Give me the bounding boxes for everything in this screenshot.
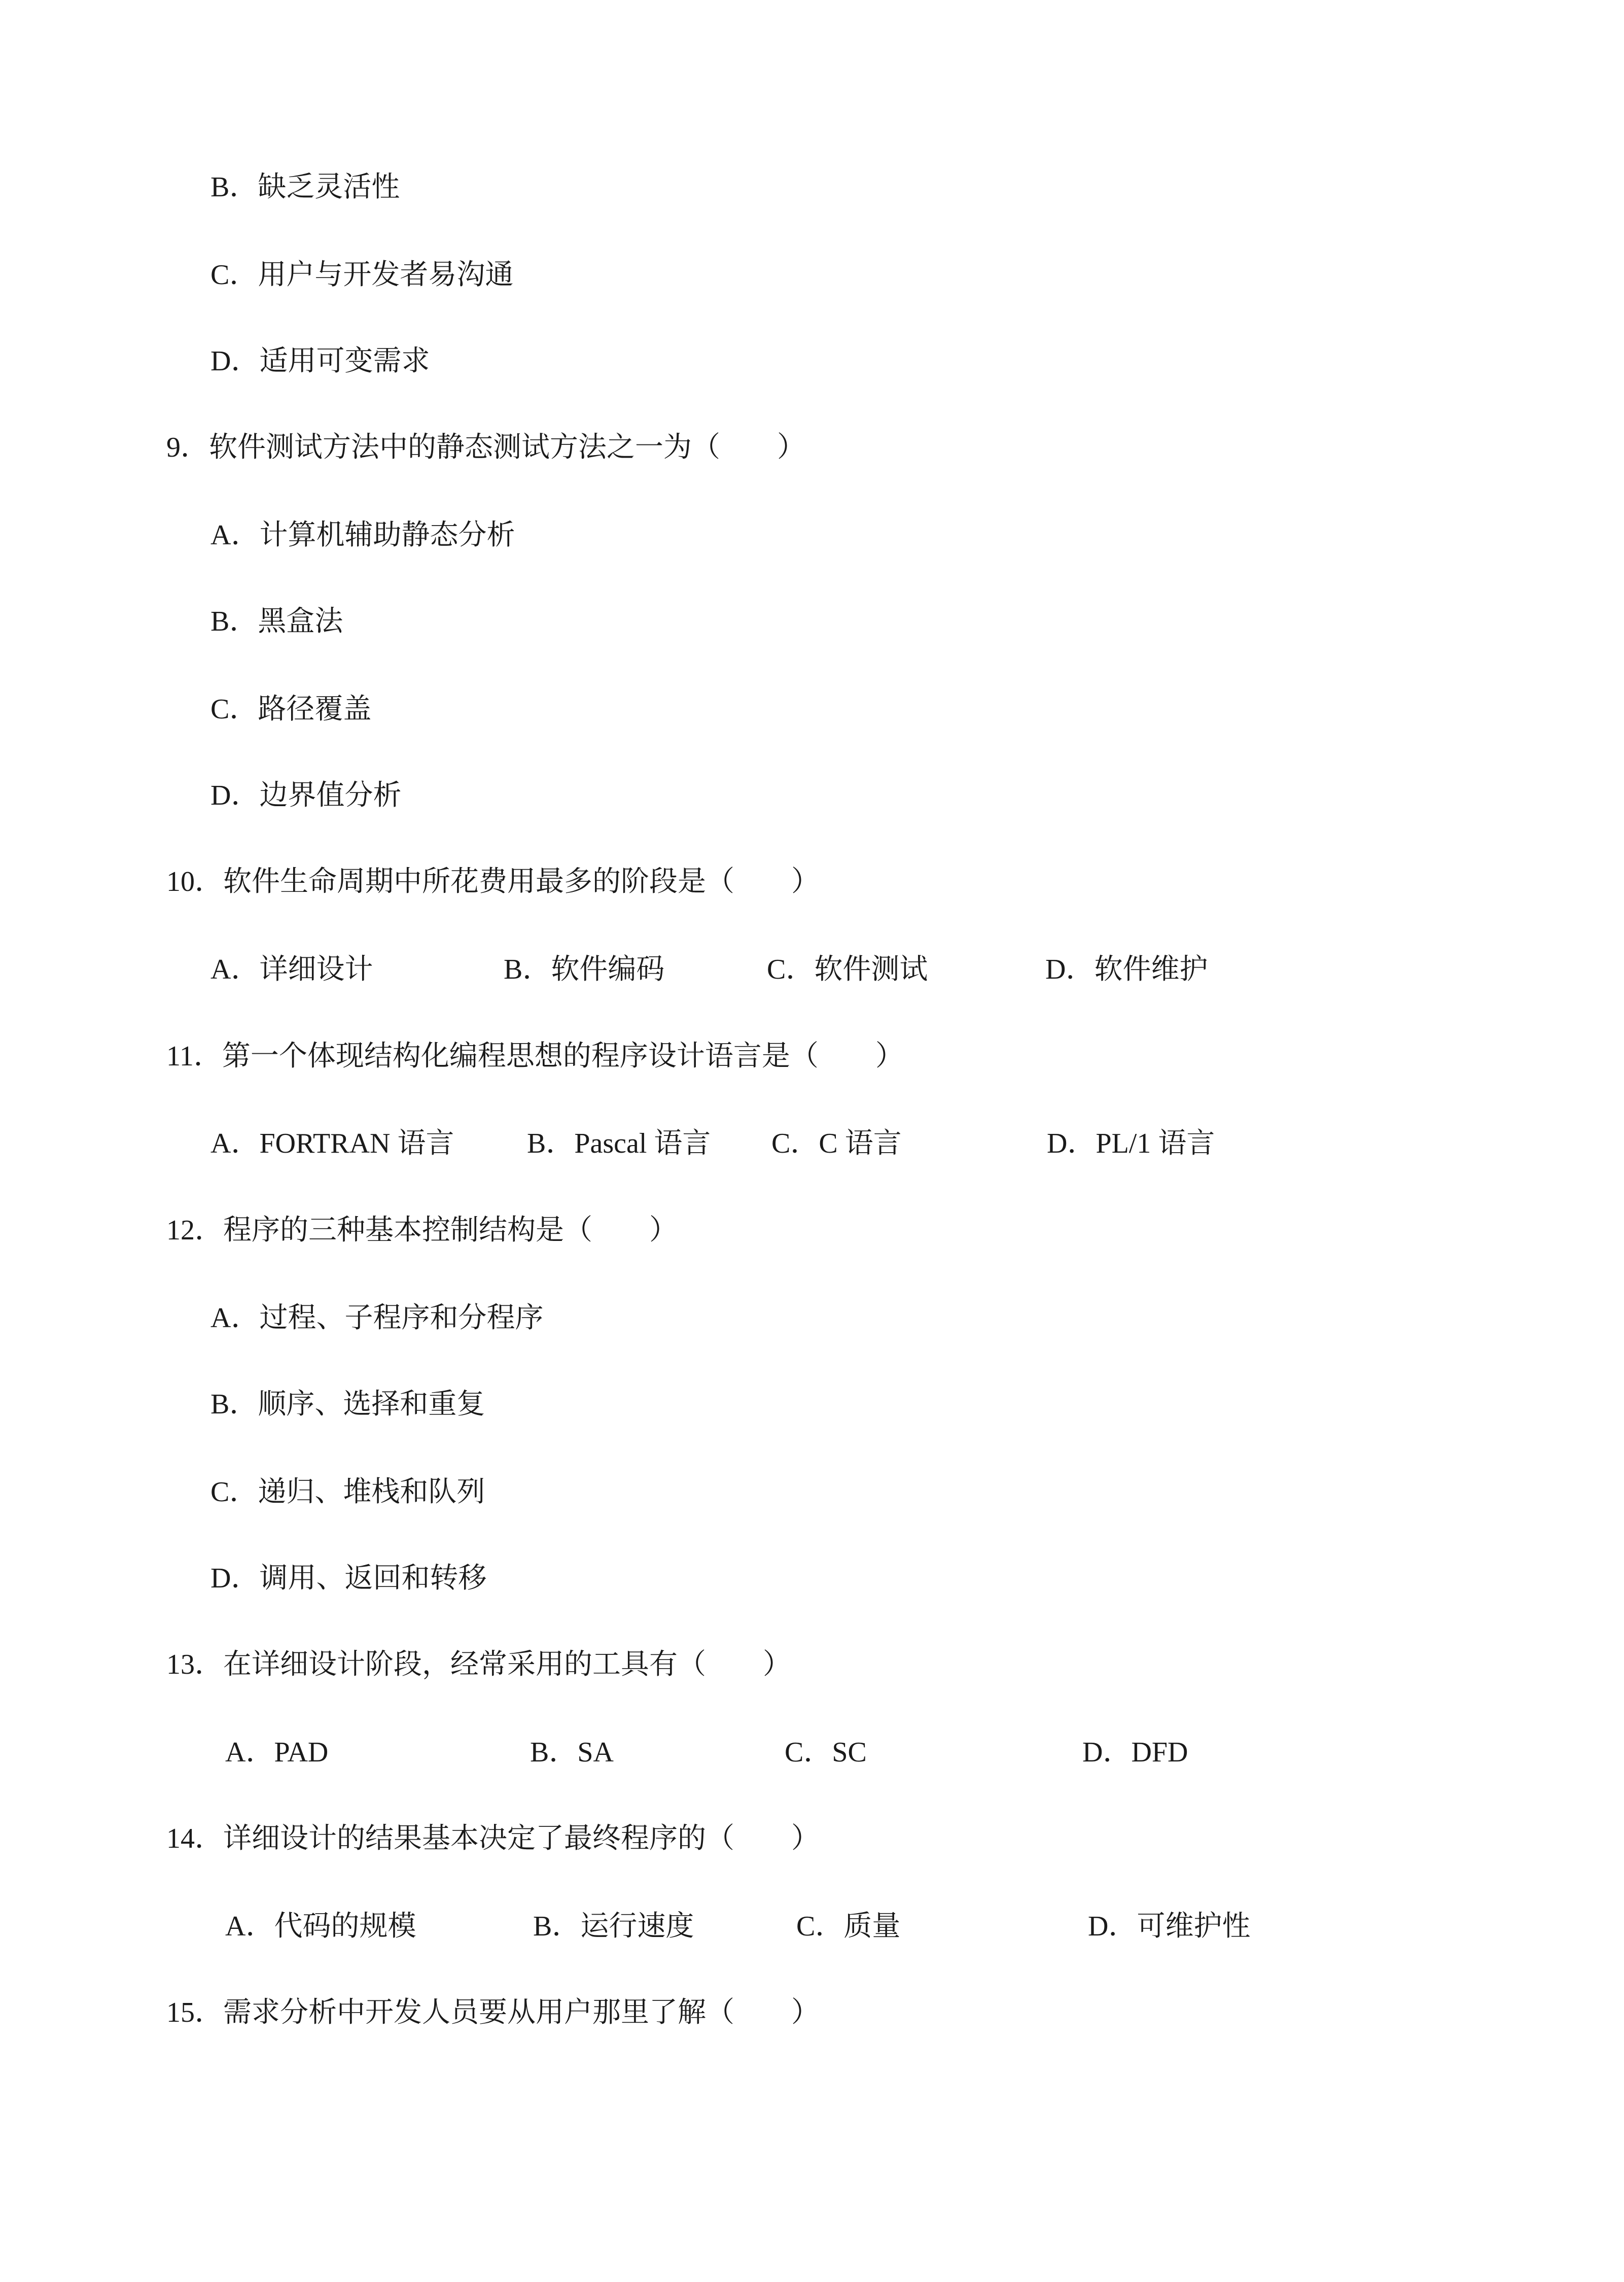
option: B．SA [530, 1737, 614, 1768]
question-stem: 15．需求分析中开发人员要从用户那里了解（ ） [166, 1997, 820, 2028]
option: A．计算机辅助静态分析 [210, 520, 515, 551]
option: C．SC [785, 1737, 867, 1768]
question-stem: 14．详细设计的结果基本决定了最终程序的（ ） [166, 1823, 820, 1854]
option: C．路径覆盖 [210, 694, 372, 725]
option: D．PL/1 语言 [1047, 1128, 1215, 1159]
option: B．软件编码 [504, 954, 665, 985]
option: C．C 语言 [771, 1128, 902, 1159]
question-stem: 11．第一个体现结构化编程思想的程序设计语言是（ ） [166, 1041, 904, 1072]
option: B．Pascal 语言 [527, 1128, 711, 1159]
option: C．软件测试 [767, 954, 928, 985]
option: B．缺乏灵活性 [210, 171, 400, 203]
option: A．PAD [225, 1737, 329, 1768]
option: B．顺序、选择和重复 [210, 1389, 485, 1420]
question-stem: 13．在详细设计阶段，经常采用的工具有（ ） [166, 1649, 791, 1680]
option: C．质量 [796, 1911, 901, 1942]
option: D．软件维护 [1045, 954, 1208, 985]
option: C．用户与开发者易沟通 [210, 259, 514, 291]
question-stem: 10．软件生命周期中所花费用最多的阶段是（ ） [166, 866, 820, 897]
question-stem: 12．程序的三种基本控制结构是（ ） [166, 1215, 678, 1246]
option: C．递归、堆栈和队列 [210, 1476, 485, 1508]
option: A．FORTRAN 语言 [210, 1128, 454, 1159]
option: D．调用、返回和转移 [210, 1563, 487, 1594]
option: B．黑盒法 [210, 606, 343, 637]
option: D．DFD [1082, 1737, 1188, 1768]
option: D．边界值分析 [210, 780, 402, 811]
option: A．代码的规模 [225, 1911, 416, 1942]
option: D．适用可变需求 [210, 345, 430, 377]
option: A．过程、子程序和分程序 [210, 1302, 544, 1334]
option: B．运行速度 [533, 1911, 694, 1942]
option: D．可维护性 [1088, 1911, 1251, 1942]
question-stem: 9．软件测试方法中的静态测试方法之一为（ ） [166, 432, 805, 463]
option: A．详细设计 [210, 954, 373, 985]
